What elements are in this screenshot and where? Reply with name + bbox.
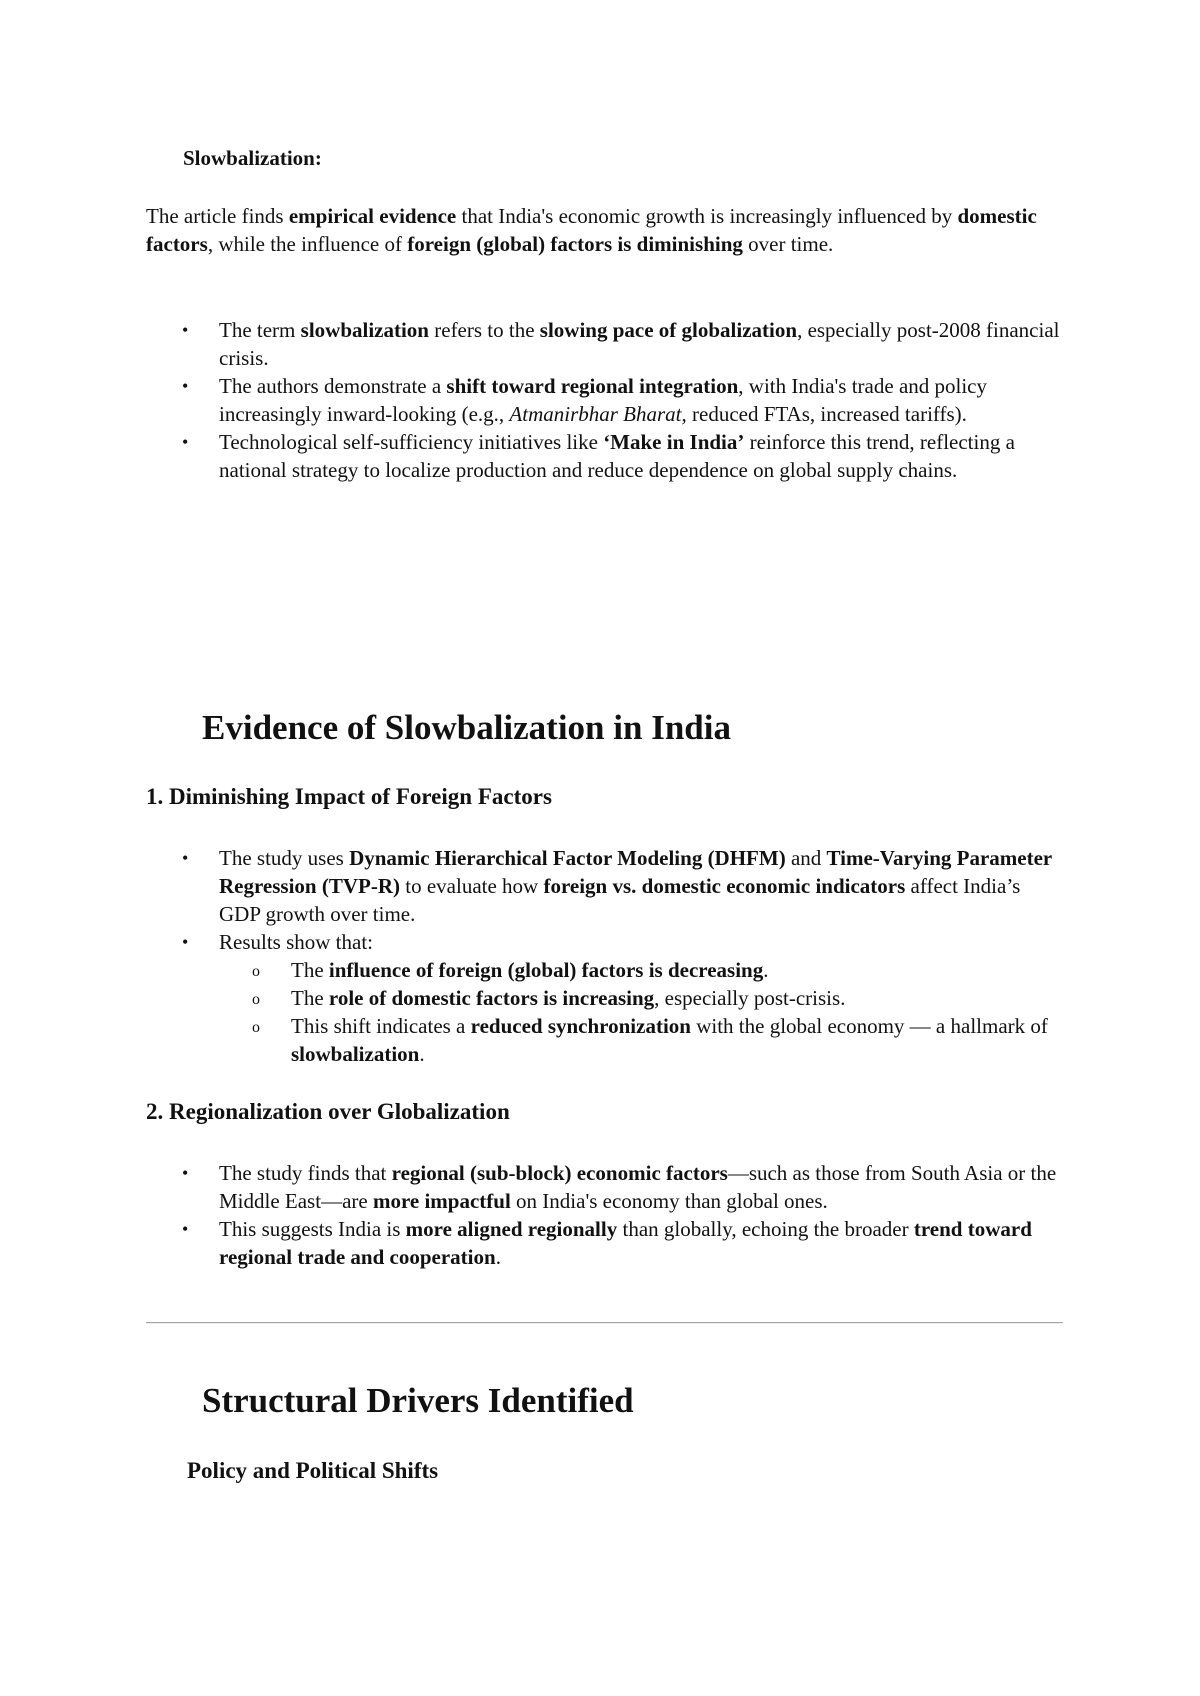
evidence-title: Evidence of Slowbalization in India <box>202 708 731 747</box>
intro-bold-1: empirical evidence <box>288 204 457 228</box>
sub-bullet-icon: o <box>252 991 260 1008</box>
bullet-icon: • <box>182 376 189 396</box>
sub-list-item: o The role of domestic factors is increasing, especially post-crisis. <box>217 984 1066 1012</box>
sub-bullet-icon: o <box>252 1019 260 1036</box>
intro-text-2: that India's economic growth is increasingly influenced by <box>456 204 958 228</box>
section2-bullet-list <box>146 1159 1066 1271</box>
intro-text-1: The article finds <box>146 204 289 228</box>
list-item: • The study uses Dynamic Hierarchical Factor Modeling (DHFM) and Time-Varying Parameter Regression (TVP-R) to evaluate how foreign vs. domestic economic indicators affect India’s GDP growth over time. <box>182 846 1052 926</box>
intro-bold-2: domestic factors <box>146 204 1037 256</box>
section1-heading: 1. Diminishing Impact of Foreign Factors <box>146 784 552 809</box>
list-item: • Technological self-sufficiency initiatives like ‘Make in India’ reinforce this trend, reflecting a national strategy to localize production and reduce dependence on global supply chains. <box>182 430 1015 482</box>
bullet-icon: • <box>182 932 189 952</box>
list-item: • This suggests India is more aligned regionally than globally, echoing the broader trend toward regional trade and cooperation. <box>182 1217 1032 1269</box>
sub-list-item: o The influence of foreign (global) factors is decreasing. <box>217 956 1066 984</box>
sub-bullet-icon: o <box>252 963 260 980</box>
intro-bold-3: foreign (global) factors is diminishing <box>407 232 743 256</box>
list-item: • The term slowbalization refers to the slowing pace of globalization, especially post-2008 financial crisis. <box>182 318 1060 370</box>
structural-subheading: Policy and Political Shifts <box>187 1458 439 1483</box>
list-item: • Results show that: o The influence of foreign (global) factors is decreasing. o The role of domestic factors is increasing, especially post-crisis. o This shift indicates a reduced synchronization with the global economy — a hallmark of slowbalization. <box>146 928 1066 1068</box>
list-item: • The authors demonstrate a shift toward regional integration, with India's trade and policy increasingly inward-looking (e.g., Atmanirbhar Bharat, reduced FTAs, increased tariffs). <box>182 374 987 426</box>
intro-text-4: over time. <box>742 232 834 256</box>
section-label: Slowbalization: <box>183 146 322 170</box>
intro-paragraph <box>146 202 1066 258</box>
section1-bullet-list <box>146 844 1066 1068</box>
intro-text-3: , while the influence of <box>207 232 408 256</box>
horizontal-divider <box>146 1322 1063 1324</box>
bullet-icon: • <box>182 1219 189 1239</box>
bullet-icon: • <box>182 848 189 868</box>
bullet-icon: • <box>182 1163 189 1183</box>
structural-title: Structural Drivers Identified <box>202 1381 634 1420</box>
bullet-icon: • <box>182 320 189 340</box>
list-item: • The study finds that regional (sub-block) economic factors—such as those from South Asia or the Middle East—are more impactful on India's economy than global ones. <box>182 1161 1057 1213</box>
results-sub-list <box>219 956 1066 1068</box>
intro-bullet-list <box>146 316 1066 484</box>
sub-list-item: o This shift indicates a reduced synchronization with the global economy — a hallmark of slowbalization. <box>252 1014 1048 1066</box>
bullet-icon: • <box>182 432 189 452</box>
section2-heading: 2. Regionalization over Globalization <box>146 1099 510 1124</box>
